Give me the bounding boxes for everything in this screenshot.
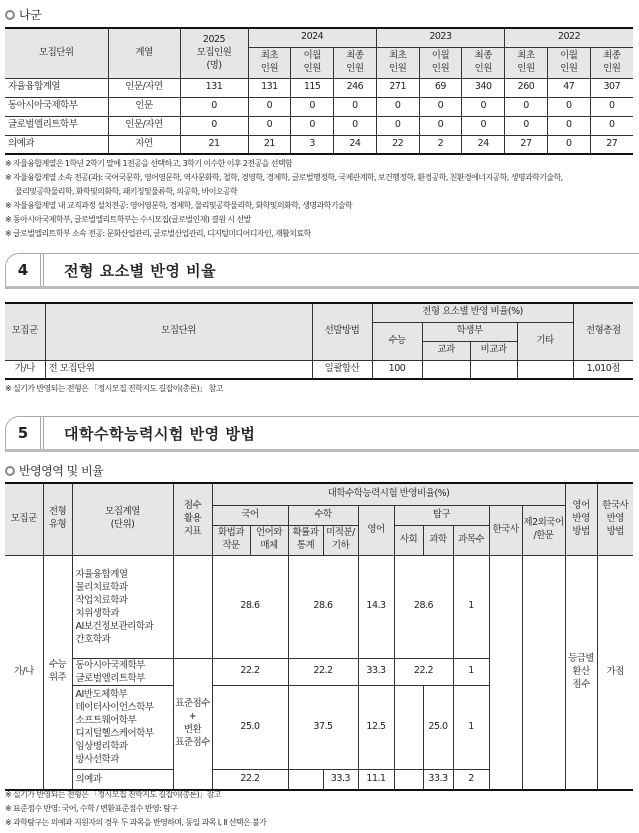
header-subject: 교과 — [422, 341, 470, 360]
cell-value: 115 — [291, 78, 334, 97]
unit-name: 소프트웨어학부 — [75, 715, 137, 726]
unit-name: AI반도체학부 — [75, 689, 128, 700]
subtitle-text: 나군 — [19, 8, 42, 22]
unit-name: 임상병리학과 — [75, 741, 128, 752]
cell-value: 260 — [505, 78, 548, 97]
cell-social — [394, 769, 423, 790]
cell-value: 0 — [376, 116, 419, 135]
circle-bullet-icon — [5, 466, 15, 476]
header-type: 전형 유형 — [43, 483, 72, 555]
cell-science: 25.0 — [423, 685, 453, 769]
section-4-header — [5, 253, 639, 289]
cell-value: 340 — [462, 78, 505, 97]
year-2025: 2025 — [202, 34, 226, 46]
cell-value: 0 — [376, 97, 419, 116]
csat-ratio-table — [5, 482, 633, 791]
cell-unit: 글로벌엘리트학부 — [5, 116, 108, 135]
header-field: 모집계열 (단위) — [72, 483, 173, 555]
table-row — [5, 360, 633, 379]
cell-count: 2 — [453, 769, 489, 790]
cell-english: 11.1 — [358, 769, 394, 790]
unit-name: 의예과 — [75, 773, 102, 785]
cell-history — [489, 555, 522, 790]
cell-index — [173, 555, 212, 658]
cell-value: 3 — [291, 135, 334, 154]
cell-field: 인문 — [108, 97, 180, 116]
note-line: 물리및공학물리학, 화학및의화학, 패키징및물류학, 의공학, 바이오공학 — [15, 187, 238, 196]
header-col: 최초 인원 — [505, 47, 548, 78]
header-method: 선발방법 — [312, 303, 372, 360]
cell-group: 가/나 — [5, 555, 43, 790]
cell-korean: 22.2 — [212, 658, 288, 685]
cell-inquiry: 22.2 — [394, 658, 453, 685]
unit-name: AI보건정보관리학과 — [75, 620, 154, 632]
cell-value: 0 — [419, 116, 462, 135]
header-col: 최종 인원 — [590, 47, 633, 78]
cell-value: 24 — [334, 135, 377, 154]
header-col: 최초 인원 — [248, 47, 291, 78]
section5-notes — [5, 788, 266, 830]
selection-ratio-table — [5, 302, 633, 380]
cell-total: 1,010점 — [573, 360, 633, 379]
cell-inquiry: 28.6 — [394, 555, 453, 658]
cell-value: 0 — [505, 116, 548, 135]
cell-value: 27 — [590, 135, 633, 154]
cell-value: 0 — [505, 97, 548, 116]
cell-value: 0 — [248, 97, 291, 116]
unit-name: 간호학과 — [75, 633, 111, 645]
cell-value: 0 — [462, 97, 505, 116]
cell-method: 일괄합산 — [312, 360, 372, 379]
note-line: ※ 자율융합계열 소속 전공(과): 국어국문학, 영어영문학, 역사문화학, 철학, 경영학, 경제학, 글로벌행정학, 국제관계학, 보건행정학, 환경공학, 친환경에너지공학, 생명과학기술학, — [5, 173, 563, 182]
cell-other — [517, 360, 573, 379]
header-hist-method: 한국사 반영 방법 — [597, 483, 633, 555]
header-2023: 2023 — [376, 28, 504, 47]
cell-value: 0 — [462, 116, 505, 135]
cell-units — [72, 685, 173, 769]
cell-quota: 0 — [180, 97, 248, 116]
cell-units — [72, 658, 173, 685]
cell-value: 47 — [547, 78, 590, 97]
cell-science: 33.3 — [423, 769, 453, 790]
cell-value: 0 — [419, 97, 462, 116]
cell-math: 37.5 — [288, 685, 358, 769]
header-ratio: 대학수학능력시험 반영비율(%) — [212, 483, 565, 505]
header-ratio: 전형 요소별 반영 비율(%) — [372, 303, 573, 322]
cell-value: 0 — [590, 97, 633, 116]
unit-name: 자율융합계열 — [75, 568, 128, 580]
cell-value: 0 — [547, 135, 590, 154]
cell-unit: 자율융합계열 — [5, 78, 108, 97]
circle-bullet-icon — [5, 10, 15, 20]
unit-name: 작업치료학과 — [75, 594, 128, 606]
header-2024: 2024 — [248, 28, 376, 47]
cell-value: 0 — [547, 116, 590, 135]
cell-value: 24 — [462, 135, 505, 154]
na-notes — [5, 157, 563, 241]
header-col: 최종 인원 — [462, 47, 505, 78]
cell-value: 246 — [334, 78, 377, 97]
cell-count: 1 — [453, 685, 489, 769]
header-kor2: 언어와 매체 — [250, 525, 288, 555]
cell-field: 인문/자연 — [108, 116, 180, 135]
header-2022: 2022 — [505, 28, 633, 47]
header-math: 수학 — [288, 505, 358, 525]
subtitle-text: 반영영역 및 비율 — [19, 464, 104, 478]
section4-note: ※ 실기가 반영되는 전형은 「정시모집 진학지도 길잡이(총론)」 참고 — [5, 384, 223, 393]
subtitle-na — [5, 6, 41, 23]
cell-value: 0 — [248, 116, 291, 135]
header-record: 학생부 — [422, 322, 517, 341]
cell-hist-method: 가점 — [597, 555, 633, 790]
cell-count: 1 — [453, 555, 489, 658]
cell-value: 22 — [376, 135, 419, 154]
header-other: 기타 — [517, 322, 573, 360]
unit-name: 치위생학과 — [75, 607, 119, 619]
cell-value: 271 — [376, 78, 419, 97]
unit-name: 데이터사이언스학부 — [75, 702, 154, 713]
note-line: ※ 동아시아국제학부, 글로벌엘리트학부는 수시모집(글로벌인재) 결원 시 선발 — [5, 215, 251, 224]
cell-units — [72, 555, 173, 658]
table-row — [5, 555, 633, 658]
header-korean: 국어 — [212, 505, 288, 525]
section-number: 5 — [6, 417, 44, 449]
cell-csat: 100 — [372, 360, 422, 379]
cell-value: 0 — [291, 116, 334, 135]
cell-value: 0 — [547, 97, 590, 116]
cell-value: 0 — [590, 116, 633, 135]
header-col: 이월 인원 — [419, 47, 462, 78]
cell-type: 수능 위주 — [43, 555, 72, 790]
cell-korean: 22.2 — [212, 769, 288, 790]
cell-value: 0 — [334, 116, 377, 135]
table-row — [5, 97, 633, 116]
table-row — [5, 116, 633, 135]
unit-name: 방사선학과 — [75, 754, 119, 765]
cell-units — [72, 769, 173, 790]
header-count: 과목수 — [453, 525, 489, 555]
cell-value: 307 — [590, 78, 633, 97]
header-field: 계열 — [108, 28, 180, 78]
cell-value: 21 — [248, 135, 291, 154]
subtitle-ratio — [5, 462, 103, 479]
header-kor1: 화법과 작문 — [212, 525, 250, 555]
cell-nonsubject — [470, 360, 517, 379]
cell-english: 14.3 — [358, 555, 394, 658]
cell-social — [394, 685, 423, 769]
cell-unit: 의예과 — [5, 135, 108, 154]
cell-korean: 28.6 — [212, 555, 288, 658]
header-math2: 미적분/ 기하 — [323, 525, 358, 555]
cell-foreign — [522, 555, 565, 790]
header-social: 사회 — [394, 525, 423, 555]
cell-math: 22.2 — [288, 658, 358, 685]
cell-group: 가/나 — [5, 360, 45, 379]
cell-index: 표준점수 + 변환 표준점수 — [173, 658, 212, 790]
cell-value: 2 — [419, 135, 462, 154]
cell-korean: 25.0 — [212, 685, 288, 769]
note-line: ※ 자율융합계열 내 교직과정 설치전공: 영어영문학, 경제학, 물리및공학물리학, 화학및의화학, 생명과학기술학 — [5, 201, 353, 210]
header-nonsubject: 비교과 — [470, 341, 517, 360]
cell-value: 131 — [248, 78, 291, 97]
note-line: ※ 글로벌엘리트학부 소속 전공: 문화산업관리, 글로벌산업관리, 디지털미디어디자인, 재활치료학 — [5, 229, 311, 238]
quota-label: 모집인원 (명) — [196, 46, 232, 71]
note-line: ※ 과학탐구는 의예과 지원자의 경우 두 과목을 반영하며, 동일 과목 Ⅰ, Ⅱ 선택은 불가 — [5, 818, 267, 827]
unit-name: 디지털헬스케어학부 — [75, 728, 154, 739]
cell-value: 0 — [334, 97, 377, 116]
header-total: 전형총점 — [573, 303, 633, 360]
cell-quota: 21 — [180, 135, 248, 154]
cell-value: 0 — [291, 97, 334, 116]
header-group: 모집군 — [5, 303, 45, 360]
cell-english: 12.5 — [358, 685, 394, 769]
header-col: 최종 인원 — [334, 47, 377, 78]
unit-name: 동아시아국제학부 — [75, 659, 145, 671]
cell-quota: 131 — [180, 78, 248, 97]
header-eng-method: 영어 반영 방법 — [565, 483, 597, 555]
cell-value: 27 — [505, 135, 548, 154]
section-title: 전형 요소별 반영 비율 — [64, 261, 217, 280]
note-line: ※ 표준점수 반영: 국어, 수학 / 변환표준점수 반영: 탐구 — [5, 804, 178, 813]
cell-math2: 33.3 — [323, 769, 358, 790]
cell-unit: 전 모집단위 — [45, 360, 312, 379]
header-2025 — [180, 28, 248, 78]
header-col: 이월 인원 — [291, 47, 334, 78]
header-unit: 모집단위 — [45, 303, 312, 360]
cell-eng-method: 등급별 환산 점수 — [565, 555, 597, 790]
na-group-table — [5, 27, 633, 155]
table-row — [5, 135, 633, 154]
cell-quota: 0 — [180, 116, 248, 135]
header-math1: 확률과 통계 — [288, 525, 323, 555]
section-5-header — [5, 416, 639, 452]
note-line: ※ 실기가 반영되는 전형은 「정시모집 진학지도 길잡이(총론)」참고 — [5, 790, 221, 799]
section-number: 4 — [6, 254, 44, 286]
header-science: 과학 — [423, 525, 453, 555]
header-group: 모집군 — [5, 483, 43, 555]
cell-field: 자연 — [108, 135, 180, 154]
unit-name: 물리치료학과 — [75, 581, 128, 593]
header-csat: 수능 — [372, 322, 422, 360]
cell-subject — [422, 360, 470, 379]
note-line: ※ 자율융합계열은 1학년 2학기 말에 1전공을 선택하고, 3학기 이수한 이후 2전공을 선택함 — [5, 159, 293, 168]
header-inquiry: 탐구 — [394, 505, 489, 525]
header-foreign: 제2외국어 /한문 — [522, 505, 565, 555]
unit-name: 글로벌엘리트학부 — [75, 672, 145, 684]
cell-math: 28.6 — [288, 555, 358, 658]
cell-field: 인문/자연 — [108, 78, 180, 97]
section-title: 대학수학능력시험 반영 방법 — [64, 424, 256, 443]
header-history: 한국사 — [489, 505, 522, 555]
table-row — [5, 78, 633, 97]
header-unit: 모집단위 — [5, 28, 108, 78]
cell-math1 — [288, 769, 323, 790]
cell-unit: 동아시아국제학부 — [5, 97, 108, 116]
cell-count: 1 — [453, 658, 489, 685]
header-col: 최초 인원 — [376, 47, 419, 78]
cell-english: 33.3 — [358, 658, 394, 685]
header-col: 이월 인원 — [547, 47, 590, 78]
header-english: 영어 — [358, 505, 394, 555]
cell-value: 69 — [419, 78, 462, 97]
header-index: 점수 활용 지표 — [173, 483, 212, 555]
